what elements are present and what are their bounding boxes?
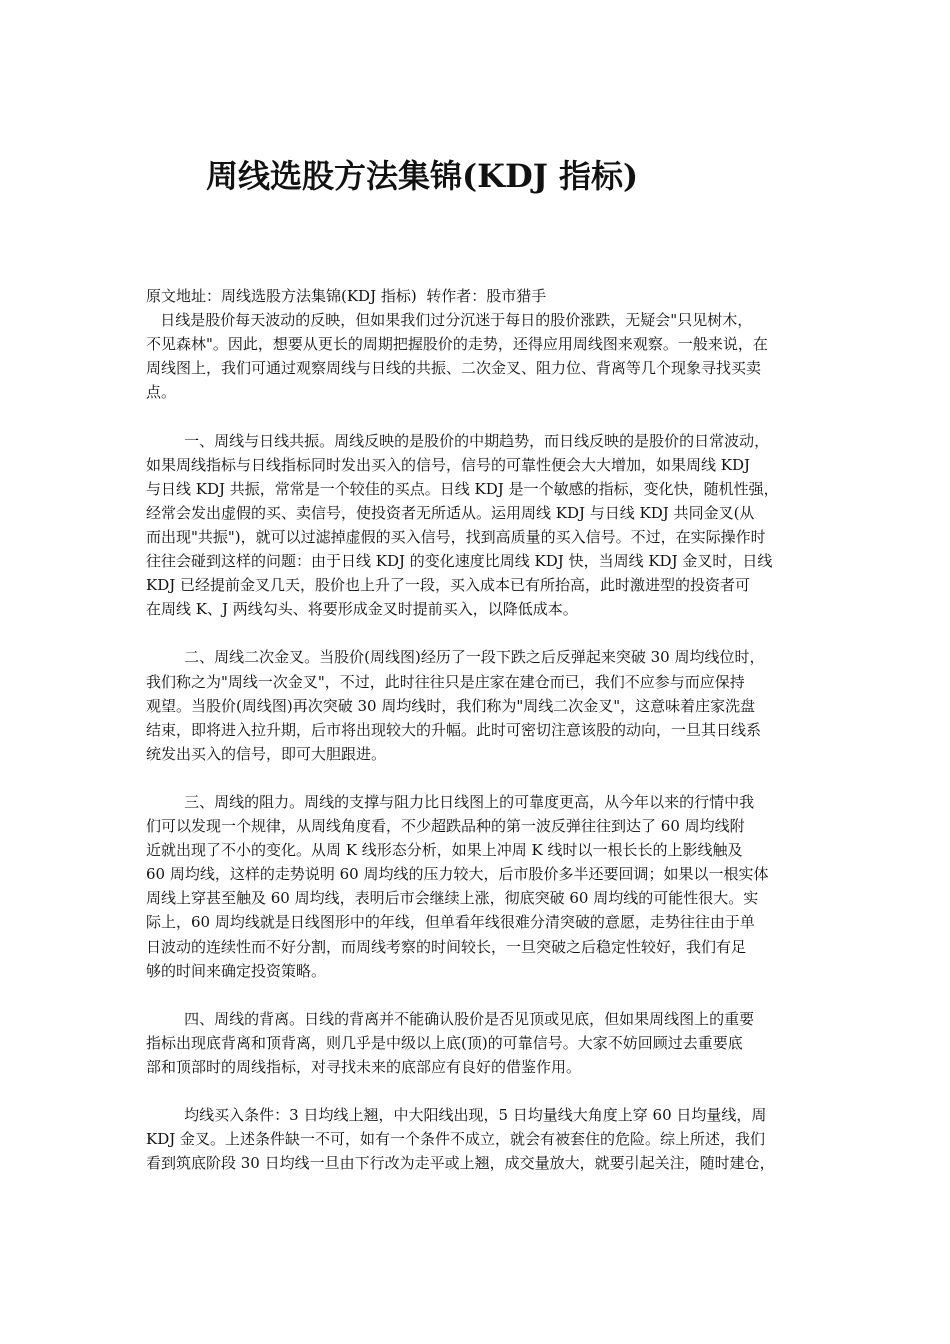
text-line: 而出现"共振")，就可以过滤掉虚假的买入信号，找到高质量的买入信号。不过，在实际操作时: [146, 527, 766, 546]
text-line: 结束，即将进入拉升期，后市将出现较大的升幅。此时可密切注意该股的动向，一旦其日线系: [146, 720, 762, 739]
text-line: 近就出现了不小的变化。从周 K 线形态分析，如果上冲周 K 线时以一根长长的上影线触及: [146, 841, 743, 860]
text-line: 60 周均线，这样的走势说明 60 周均线的压力较大，后市股价多半还要回调；如果以一根实体: [146, 865, 769, 884]
text-line: 周线图上，我们可通过观察周线与日线的共振、二次金叉、阻力位、背离等几个现象寻找买卖: [146, 359, 762, 378]
document-title: 周线选股方法集锦(KDJ 指标): [206, 157, 639, 195]
text-line: 二、周线二次金叉。当股价(周线图)经历了一段下跌之后反弹起来突破 30 周均线位时，: [146, 648, 765, 667]
text-line: 原文地址：周线选股方法集锦(KDJ 指标) 转作者：股市猎手: [146, 287, 547, 305]
text-line: 看到筑底阶段 30 日均线一旦由下行改为走平或上翘，成交量放大，就要引起关注，随时建仓，: [146, 1154, 775, 1173]
paragraph-gap: [146, 766, 814, 790]
text-line: 部和顶部时的周线指标，对寻找未来的底部应有良好的借鉴作用。: [146, 1058, 582, 1076]
text-line: 统发出买入的信号，即可大胆跟进。: [146, 744, 387, 763]
paragraph-gap: [146, 621, 814, 645]
text-line: 往往会碰到这样的问题：由于日线 KDJ 的变化速度比周线 KDJ 快，当周线 KDJ 金叉时，日线: [146, 552, 773, 571]
text-line: 指标出现底背离和顶背离，则几乎是中级以上底(顶)的可靠信号。大家不妨回顾过去重要底: [146, 1033, 743, 1052]
text-line: 日波动的连续性而不好分割，而周线考察的时间较长，一旦突破之后稳定性较好，我们有足: [146, 937, 747, 956]
paragraph-gap: [146, 983, 814, 1007]
text-line: 们可以发现一个规律，从周线角度看，不少超跌品种的第一波反弹往往到达了 60 周均线附: [146, 817, 745, 836]
text-line: KDJ 已经提前金叉几天，股价也上升了一段，买入成本已有所抬高，此时激进型的投资者可: [146, 576, 751, 595]
text-line: 际上，60 周均线就是日线图形中的年线，但单看年线很难分清突破的意愿，走势往往由于单: [146, 913, 755, 932]
paragraph-gap: [146, 404, 814, 428]
text-line: 均线买入条件：3 日均线上翘，中大阳线出现，5 日均量线大角度上穿 60 日均量线，周: [146, 1106, 767, 1125]
text-line: 一、周线与日线共振。周线反映的是股价的中期趋势，而日线反映的是股价的日常波动，: [146, 431, 770, 450]
paragraph-gap: [146, 1079, 814, 1103]
document-body: [146, 284, 814, 1175]
text-line: 不见森林"。因此，想要从更长的周期把握股价的走势，还得应用周线图来观察。一般来说，在: [146, 335, 768, 354]
text-line: KDJ 金叉。上述条件缺一不可，如有一个条件不成立，就会有被套住的危险。综上所述，我们: [146, 1130, 766, 1149]
text-line: 够的时间来确定投资策略。: [146, 961, 327, 980]
text-line: 经常会发出虚假的买、卖信号，使投资者无所适从。运用周线 KDJ 与日线 KDJ 共同金叉(从: [146, 503, 755, 522]
text-line: 三、周线的阻力。周线的支撑与阻力比日线图上的可靠度更高，从今年以来的行情中我: [146, 792, 755, 811]
text-line: 点。: [146, 383, 177, 402]
text-line: 如果周线指标与日线指标同时发出买入的信号，信号的可靠性便会大大增加，如果周线 KDJ: [146, 455, 751, 474]
text-line: 在周线 K、J 两线勾头、将要形成金叉时提前买入，以降低成本。: [146, 600, 578, 619]
text-line: 日线是股价每天波动的反映，但如果我们过分沉迷于每日的股价涨跌，无疑会"只见树木，: [146, 311, 753, 330]
text-line: 观望。当股价(周线图)再次突破 30 周均线时，我们称为"周线二次金叉"，这意味着庄家洗盘: [146, 696, 756, 715]
text-line: 我们称之为"周线一次金叉"，不过，此时往往只是庄家在建仓而已，我们不应参与而应保持: [146, 672, 745, 691]
text-line: 周线上穿甚至触及 60 周均线，表明后市会继续上涨，彻底突破 60 周均线的可能性很大。实: [146, 889, 759, 908]
text-line: 四、周线的背离。日线的背离并不能确认股价是否见顶或见底，但如果周线图上的重要: [146, 1009, 755, 1028]
text-line: 与日线 KDJ 共振，常常是一个较佳的买点。日线 KDJ 是一个敏感的指标，变化快，随机性强，: [146, 479, 779, 498]
